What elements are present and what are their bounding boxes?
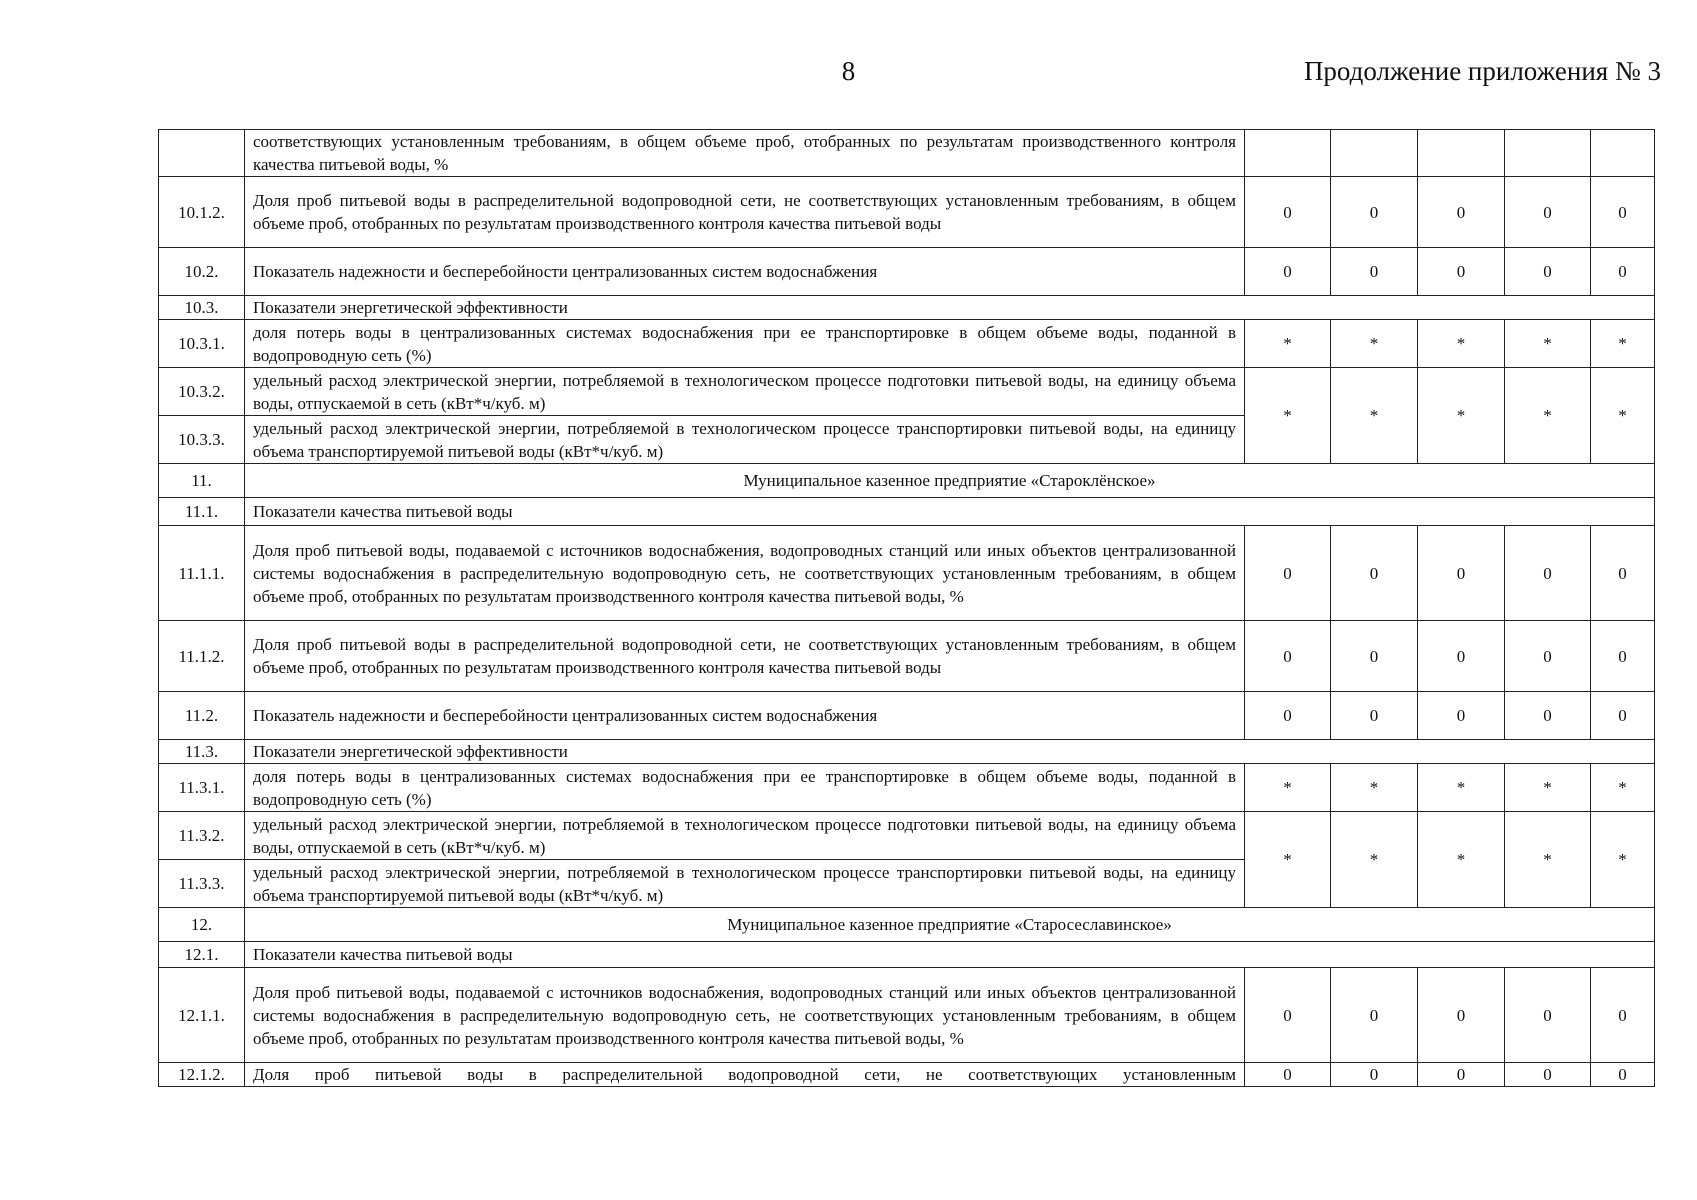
row-description: Доля проб питьевой воды в распределительной водопроводной сети, не соответствующих установленным требованиям, в общем объеме проб, отобранных по результатам производственного контроля качества питьевой воды <box>245 177 1245 248</box>
row-number: 12.1.2. <box>159 1063 245 1087</box>
section-row <box>159 740 1655 764</box>
section-row <box>159 498 1655 526</box>
value-cell: 0 <box>1245 526 1331 621</box>
row-number: 10.3. <box>159 296 245 320</box>
section-title: Показатели качества питьевой воды <box>245 498 1655 526</box>
table-row <box>159 692 1655 740</box>
value-cell: * <box>1418 764 1505 812</box>
value-cell: * <box>1418 368 1505 464</box>
row-number: 11.3.1. <box>159 764 245 812</box>
table-row <box>159 130 1655 177</box>
value-cell: 0 <box>1418 968 1505 1063</box>
table-row <box>159 320 1655 368</box>
row-description: Доля проб питьевой воды в распределительной водопроводной сети, не соответствующих установленным <box>245 1063 1245 1087</box>
value-cell: * <box>1505 368 1591 464</box>
row-description: Показатель надежности и бесперебойности централизованных систем водоснабжения <box>245 692 1245 740</box>
value-cell: 0 <box>1245 621 1331 692</box>
table-row <box>159 368 1655 416</box>
value-cell: 0 <box>1245 248 1331 296</box>
value-cell <box>1505 130 1591 177</box>
row-number: 11. <box>159 464 245 498</box>
section-row <box>159 296 1655 320</box>
value-cell: 0 <box>1591 968 1655 1063</box>
row-number <box>159 130 245 177</box>
value-cell: * <box>1591 320 1655 368</box>
row-description: удельный расход электрической энергии, потребляемой в технологическом процессе подготовки питьевой воды, на единицу объема воды, отпускаемой в сеть (кВт*ч/куб. м) <box>245 368 1245 416</box>
row-description: удельный расход электрической энергии, потребляемой в технологическом процессе транспортировки питьевой воды, на единицу объема транспортируемой питьевой воды (кВт*ч/куб. м) <box>245 416 1245 464</box>
value-cell: 0 <box>1418 177 1505 248</box>
value-cell: 0 <box>1331 248 1418 296</box>
row-number: 11.2. <box>159 692 245 740</box>
value-cell: * <box>1505 320 1591 368</box>
value-cell: 0 <box>1418 621 1505 692</box>
value-cell: * <box>1418 320 1505 368</box>
row-description: Доля проб питьевой воды, подаваемой с источников водоснабжения, водопроводных станций или иных объектов централизованной системы водоснабжения в распределительную водопроводную сеть, не соответствующих установленным требованиям, в общем объеме проб, отобранных по результатам производственного контроля качества питьевой воды, % <box>245 968 1245 1063</box>
value-cell: 0 <box>1505 1063 1591 1087</box>
row-number: 11.3. <box>159 740 245 764</box>
row-number: 10.3.3. <box>159 416 245 464</box>
value-cell: 0 <box>1418 526 1505 621</box>
table-row <box>159 968 1655 1063</box>
value-cell: * <box>1245 368 1331 464</box>
table-row <box>159 812 1655 860</box>
value-cell: * <box>1245 764 1331 812</box>
row-number: 10.3.2. <box>159 368 245 416</box>
row-number: 11.3.3. <box>159 860 245 908</box>
value-cell: 0 <box>1245 968 1331 1063</box>
value-cell: 0 <box>1505 621 1591 692</box>
table-row <box>159 248 1655 296</box>
value-cell: 0 <box>1591 621 1655 692</box>
value-cell: 0 <box>1591 692 1655 740</box>
row-number: 11.1.1. <box>159 526 245 621</box>
page-heading: Продолжение приложения № 3 <box>1303 56 1661 86</box>
value-cell: 0 <box>1245 177 1331 248</box>
organization-name: Муниципальное казенное предприятие «Старосеславинское» <box>245 908 1655 942</box>
section-title: Показатели энергетической эффективности <box>245 296 1655 320</box>
value-cell: 0 <box>1591 1063 1655 1087</box>
value-cell: 0 <box>1418 248 1505 296</box>
value-cell: * <box>1245 812 1331 908</box>
value-cell: * <box>1591 812 1655 908</box>
row-description: доля потерь воды в централизованных системах водоснабжения при ее транспортировке в общем объеме воды, поданной в водопроводную сеть (%) <box>245 320 1245 368</box>
value-cell: 0 <box>1331 968 1418 1063</box>
row-description: Доля проб питьевой воды, подаваемой с источников водоснабжения, водопроводных станций или иных объектов централизованной системы водоснабжения в распределительную водопроводную сеть, не соответствующих установленным требованиям, в общем объеме проб, отобранных по результатам производственного контроля качества питьевой воды, % <box>245 526 1245 621</box>
table-row <box>159 621 1655 692</box>
value-cell: 0 <box>1245 1063 1331 1087</box>
row-number: 11.1.2. <box>159 621 245 692</box>
organization-row <box>159 908 1655 942</box>
value-cell: * <box>1331 320 1418 368</box>
row-number: 11.1. <box>159 498 245 526</box>
row-description: доля потерь воды в централизованных системах водоснабжения при ее транспортировке в общем объеме воды, поданной в водопроводную сеть (%) <box>245 764 1245 812</box>
value-cell: 0 <box>1591 248 1655 296</box>
value-cell: 0 <box>1331 1063 1418 1087</box>
value-cell: 0 <box>1418 1063 1505 1087</box>
value-cell: * <box>1331 764 1418 812</box>
row-number: 10.3.1. <box>159 320 245 368</box>
value-cell: 0 <box>1505 968 1591 1063</box>
value-cell <box>1331 130 1418 177</box>
row-description: удельный расход электрической энергии, потребляемой в технологическом процессе подготовки питьевой воды, на единицу объема воды, отпускаемой в сеть (кВт*ч/куб. м) <box>245 812 1245 860</box>
value-cell: * <box>1245 320 1331 368</box>
value-cell: 0 <box>1505 248 1591 296</box>
table-row <box>159 177 1655 248</box>
row-description: удельный расход электрической энергии, потребляемой в технологическом процессе транспортировки питьевой воды, на единицу объема транспортируемой питьевой воды (кВт*ч/куб. м) <box>245 860 1245 908</box>
value-cell: 0 <box>1331 177 1418 248</box>
value-cell: * <box>1591 368 1655 464</box>
row-number: 10.2. <box>159 248 245 296</box>
table-row <box>159 526 1655 621</box>
row-number: 12. <box>159 908 245 942</box>
value-cell: 0 <box>1591 177 1655 248</box>
value-cell: 0 <box>1505 526 1591 621</box>
indicators-table <box>158 129 1655 1087</box>
value-cell: 0 <box>1418 692 1505 740</box>
section-title: Показатели энергетической эффективности <box>245 740 1655 764</box>
value-cell: 0 <box>1245 692 1331 740</box>
value-cell: 0 <box>1331 692 1418 740</box>
value-cell: * <box>1331 368 1418 464</box>
row-number: 12.1. <box>159 942 245 968</box>
page-number: 8 <box>841 56 856 86</box>
value-cell: 0 <box>1331 621 1418 692</box>
value-cell <box>1418 130 1505 177</box>
value-cell: 0 <box>1331 526 1418 621</box>
row-number: 11.3.2. <box>159 812 245 860</box>
table-row <box>159 1063 1655 1087</box>
value-cell <box>1591 130 1655 177</box>
value-cell: * <box>1505 764 1591 812</box>
row-number: 10.1.2. <box>159 177 245 248</box>
section-row <box>159 942 1655 968</box>
row-number: 12.1.1. <box>159 968 245 1063</box>
value-cell <box>1245 130 1331 177</box>
row-description: Показатель надежности и бесперебойности централизованных систем водоснабжения <box>245 248 1245 296</box>
table-row <box>159 764 1655 812</box>
organization-row <box>159 464 1655 498</box>
value-cell: * <box>1505 812 1591 908</box>
row-description: соответствующих установленным требованиям, в общем объеме проб, отобранных по результатам производственного контроля качества питьевой воды, % <box>245 130 1245 177</box>
value-cell: * <box>1591 764 1655 812</box>
row-description: Доля проб питьевой воды в распределительной водопроводной сети, не соответствующих установленным требованиям, в общем объеме проб, отобранных по результатам производственного контроля качества питьевой воды <box>245 621 1245 692</box>
value-cell: * <box>1418 812 1505 908</box>
section-title: Показатели качества питьевой воды <box>245 942 1655 968</box>
value-cell: 0 <box>1505 177 1591 248</box>
value-cell: 0 <box>1591 526 1655 621</box>
value-cell: 0 <box>1505 692 1591 740</box>
value-cell: * <box>1331 812 1418 908</box>
organization-name: Муниципальное казенное предприятие «Староклёнское» <box>245 464 1655 498</box>
